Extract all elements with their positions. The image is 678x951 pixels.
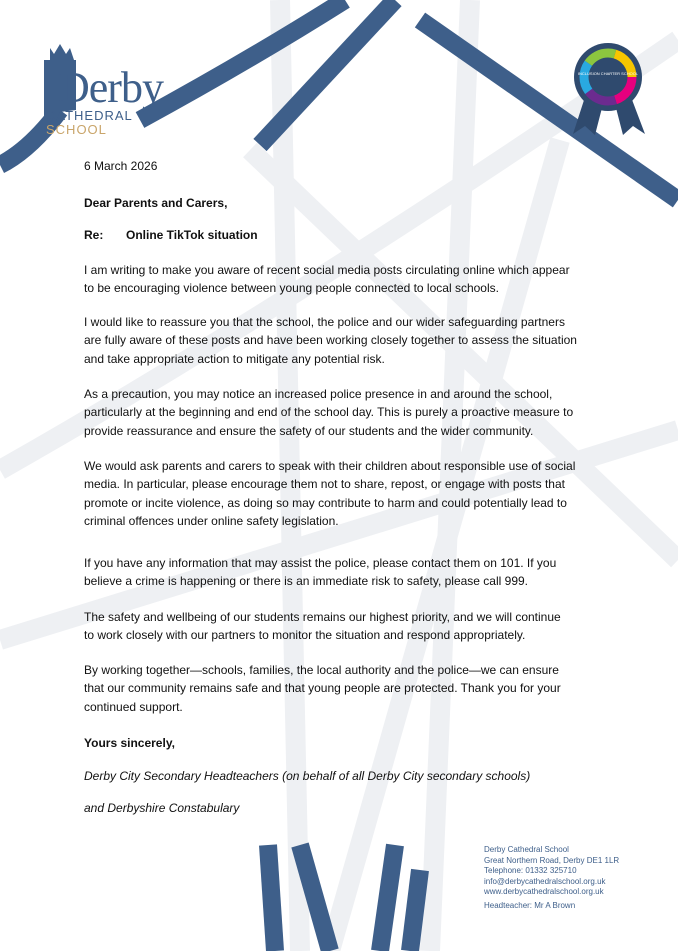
footer-headteacher: Headteacher: Mr A Brown [484, 900, 576, 910]
footer-website: www.derbycathedralschool.org.uk [484, 887, 604, 896]
paragraph-line: We would ask parents and carers to speak with their children about responsible use of social [84, 459, 576, 473]
paragraph-line: As a precaution, you may notice an increased police presence in and around the school, [84, 387, 553, 401]
paragraph-line: media. In particular, please encourage them not to share, repost, or engage with posts that [84, 477, 565, 492]
footer-line: Derby Cathedral School [484, 845, 569, 854]
paragraph-line: are fully aware of these posts and have been working closely together to assess the situation [84, 333, 577, 348]
logo-school: SCHOOL [46, 122, 107, 137]
paragraph-line: to be encouraging violence between young people connected to local schools. [84, 281, 499, 296]
paragraph [84, 608, 561, 645]
paragraph [84, 554, 556, 591]
inclusion-charter-badge [565, 42, 650, 137]
closing: Yours sincerely, [84, 736, 175, 750]
paragraph-line: to work closely with our partners to monitor the situation and respond appropriately. [84, 628, 526, 643]
footer-line: Telephone: 01332 325710 [484, 866, 577, 875]
re-label: Re: [84, 228, 104, 242]
paragraph [84, 385, 573, 440]
salutation: Dear Parents and Carers, [84, 196, 228, 210]
letter-date: 6 March 2026 [84, 159, 158, 173]
re-subject: Online TikTok situation [126, 228, 258, 242]
paragraph [84, 313, 577, 368]
signatory-1: Derby City Secondary Headteachers (on behalf of all Derby City secondary schools) [84, 769, 531, 783]
paragraph-line: believe a crime is happening or there is an immediate risk to safety, please call 999. [84, 574, 529, 589]
subject-line [84, 226, 258, 244]
paragraph-line: continued support. [84, 699, 183, 714]
paragraph-line: I would like to reassure you that the school, the police and our wider safeguarding partners [84, 315, 565, 329]
badge-text: INCLUSION CHARTER SCHOOL [577, 71, 639, 76]
paragraph-line: that our community remains safe and that young people are protected. Thank you for your [84, 681, 561, 696]
logo-derby: Derby [58, 63, 163, 112]
school-logo [40, 40, 170, 135]
paragraph-line: The safety and wellbeing of our students remains our highest priority, and we will continue [84, 610, 561, 624]
footer-email: info@derbycathedralschool.org.uk [484, 876, 606, 886]
paragraph [84, 457, 575, 530]
logo-cathedral: CATHEDRAL [46, 108, 133, 123]
paragraph-line: By working together—schools, families, the local authority and the police—we can ensure [84, 663, 559, 677]
footer-line: Great Northern Road, Derby DE1 1LR [484, 855, 620, 865]
paragraph [84, 261, 570, 298]
paragraph-line: promote or incite violence, as doing so may contribute to harm and could potentially lead to [84, 495, 567, 510]
paragraph [84, 661, 561, 716]
paragraph-line: If you have any information that may assist the police, please contact them on 101. If you [84, 556, 557, 570]
footer-contact [484, 845, 619, 911]
paragraph-line: particularly at the beginning and end of the school day. This is purely a proactive measure to [84, 405, 574, 420]
signatory-2: and Derbyshire Constabulary [84, 801, 240, 815]
paragraph-line: criminal offences under online safety legislation. [84, 513, 339, 528]
paragraph-line: and take appropriate action to mitigate any potential risk. [84, 351, 385, 366]
paragraph-line: provide reassurance and ensure the safety of our students and the wider community. [84, 423, 534, 438]
paragraph-line: I am writing to make you aware of recent social media posts circulating online which appear [84, 263, 570, 277]
